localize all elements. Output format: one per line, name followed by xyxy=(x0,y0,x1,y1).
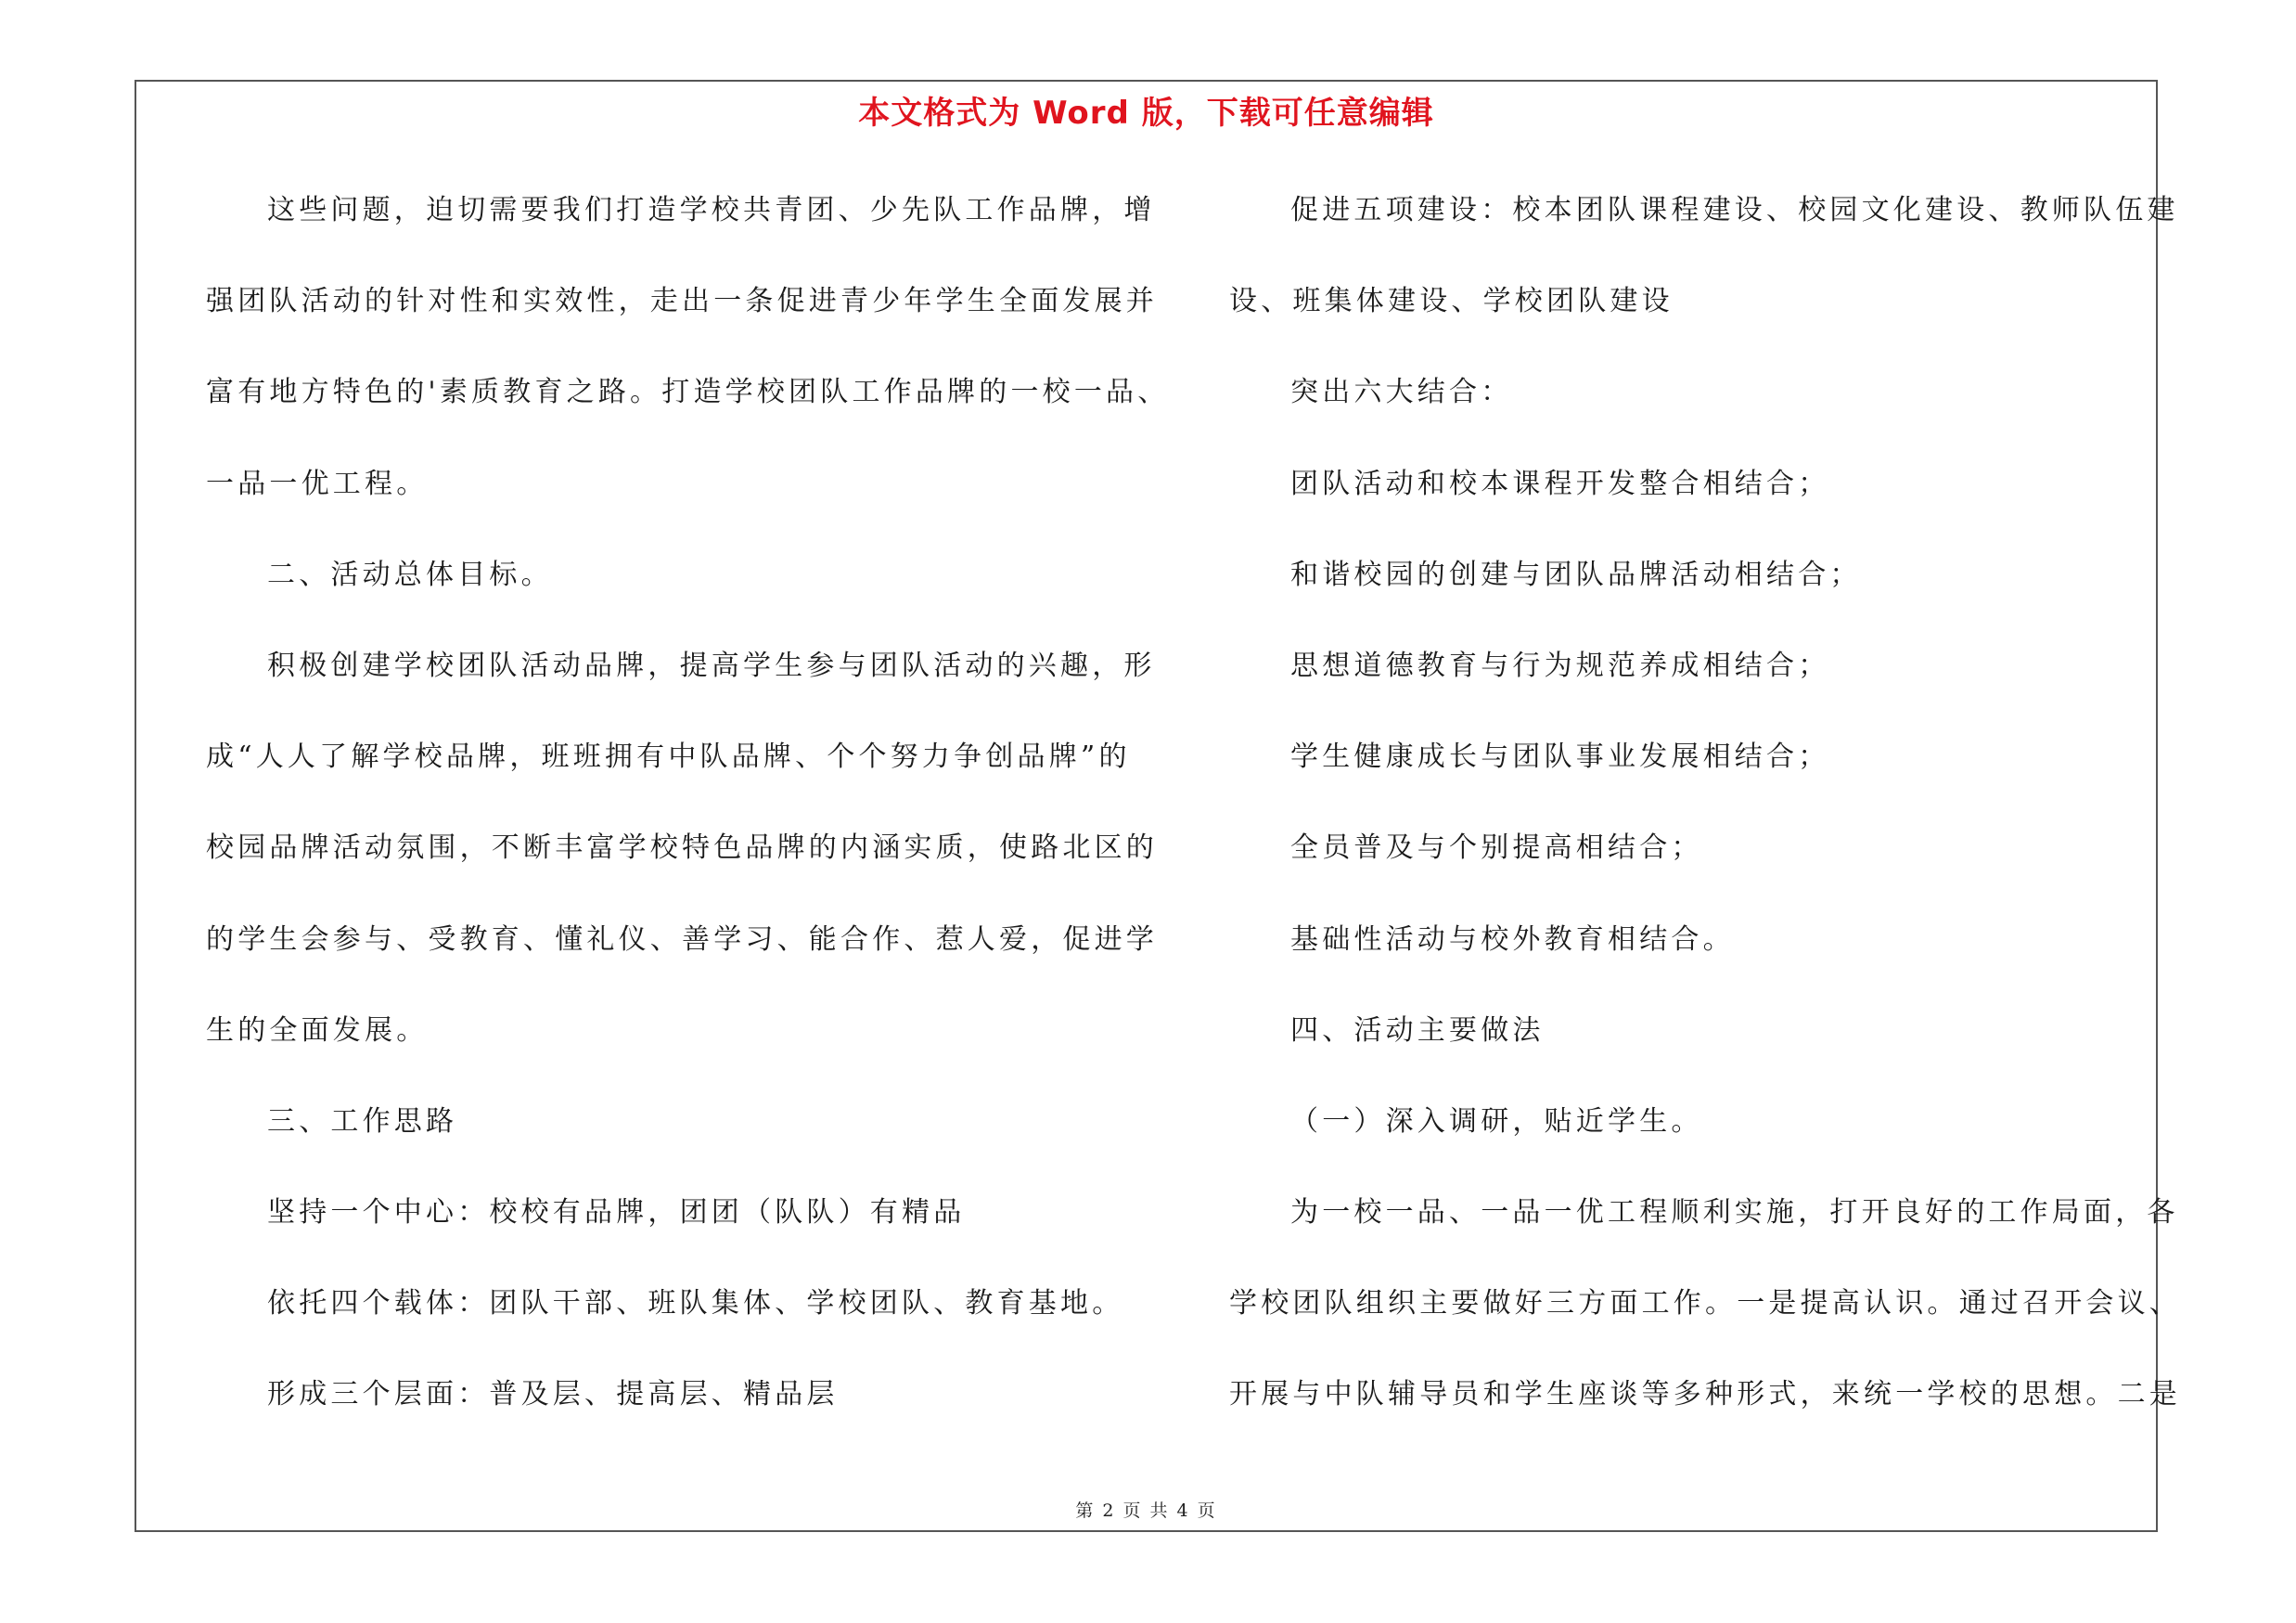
text-line: 校园品牌活动氛围，不断丰富学校特色品牌的内涵实质，使路北区的 xyxy=(206,831,1158,865)
text-line: 形成三个层面：普及层、提高层、精品层 xyxy=(267,1378,839,1411)
text-line: 学生健康成长与团队事业发展相结合； xyxy=(1290,741,1830,774)
text-line: 依托四个载体：团队干部、班队集体、学校团队、教育基地。 xyxy=(267,1287,1124,1320)
format-banner: 本文格式为 Word 版，下载可任意编辑 xyxy=(858,95,1434,132)
text-line: 富有地方特色的'素质教育之路。打造学校团队工作品牌的一校一品、 xyxy=(206,376,1170,409)
text-line: 为一校一品、一品一优工程顺利实施，打开良好的工作局面，各 xyxy=(1290,1196,2179,1230)
left-column xyxy=(206,182,1170,1458)
text-line: 一品一优工程。 xyxy=(206,467,429,500)
text-line: 团队活动和校本课程开发整合相结合； xyxy=(1290,467,1830,500)
text-line: 学校团队组织主要做好三方面工作。一是提高认识。通过召开会议、 xyxy=(1229,1287,2181,1320)
right-column xyxy=(1229,182,2181,1458)
text-line: 积极创建学校团队活动品牌，提高学生参与团队活动的兴趣，形 xyxy=(267,649,1156,682)
text-line: 三、工作思路 xyxy=(267,1104,458,1138)
text-line: 开展与中队辅导员和学生座谈等多种形式，来统一学校的思想。二是 xyxy=(1229,1378,2181,1411)
text-line: 强团队活动的针对性和实效性，走出一条促进青少年学生全面发展并 xyxy=(206,285,1158,318)
text-line: 生的全面发展。 xyxy=(206,1013,429,1047)
text-line: 全员普及与个别提高相结合； xyxy=(1290,831,1703,865)
text-line: 二、活动总体目标。 xyxy=(267,558,553,591)
text-line: 成“人人了解学校品牌，班班拥有中队品牌、个个努力争创品牌”的 xyxy=(206,741,1131,774)
text-line: 四、活动主要做法 xyxy=(1290,1013,1545,1047)
text-line: 和谐校园的创建与团队品牌活动相结合； xyxy=(1290,558,1862,591)
page-number-footer: 第 2 页 共 4 页 xyxy=(1075,1501,1217,1521)
text-line: 促进五项建设：校本团队课程建设、校园文化建设、教师队伍建 xyxy=(1290,194,2179,226)
text-line: 基础性活动与校外教育相结合。 xyxy=(1290,922,1735,956)
text-line: 这些问题，迫切需要我们打造学校共青团、少先队工作品牌，增 xyxy=(267,194,1156,226)
text-line: 设、班集体建设、学校团队建设 xyxy=(1229,285,1674,318)
text-line: （一）深入调研，贴近学生。 xyxy=(1290,1104,1703,1138)
text-line: 的学生会参与、受教育、懂礼仪、善学习、能合作、惹人爱，促进学 xyxy=(206,922,1158,956)
text-line: 突出六大结合： xyxy=(1290,376,1513,409)
text-line: 思想道德教育与行为规范养成相结合； xyxy=(1290,649,1830,682)
text-line: 坚持一个中心：校校有品牌，团团（队队）有精品 xyxy=(267,1196,966,1230)
